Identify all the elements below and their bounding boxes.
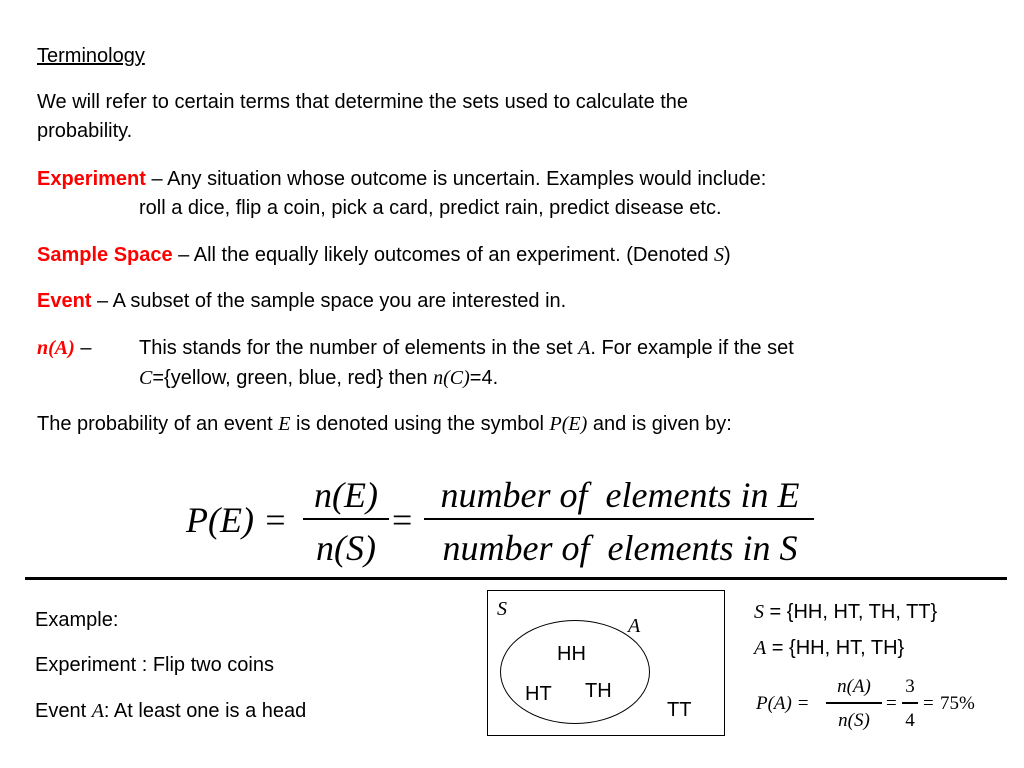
pa-fraction-bar xyxy=(826,702,882,704)
formula-den2: number of elements in S xyxy=(442,528,798,568)
experiment-term: Experiment xyxy=(37,168,146,190)
formula-fraction-bar-2 xyxy=(424,518,814,520)
sample-space-term: Sample Space xyxy=(37,244,173,266)
example-experiment: Experiment : Flip two coins xyxy=(35,654,274,676)
formula-equals: = xyxy=(392,500,413,540)
na-line2-symbol: C xyxy=(139,367,153,389)
sample-space-def: – All the equally likely outcomes of an experiment. (Denoted xyxy=(172,244,715,266)
pa-fraction-bar-2 xyxy=(902,702,918,704)
na-definition-term xyxy=(37,334,91,362)
venn-a-label: A xyxy=(628,615,641,637)
prob-text-b: is denoted using the symbol xyxy=(290,413,550,435)
na-line2-text: ={yellow, green, blue, red} then xyxy=(152,367,434,389)
probability-intro xyxy=(37,410,732,438)
formula-num1: n(E) xyxy=(314,475,378,515)
formula-lhs: P(E) = xyxy=(186,500,288,540)
experiment-examples: roll a dice, flip a coin, pick a card, predict rain, predict disease etc. xyxy=(139,197,722,219)
event-definition xyxy=(37,287,566,315)
event-def: – A subset of the sample space you are interested in. xyxy=(91,290,567,312)
set-a-symbol: A xyxy=(754,637,767,659)
venn-outcome: TT xyxy=(667,699,692,721)
prob-text-c: and is given by: xyxy=(587,413,732,435)
example-event-text: Event xyxy=(35,700,92,722)
venn-s-label: S xyxy=(497,598,507,620)
formula-num2: number of elements in E xyxy=(440,475,800,515)
prob-text-a: The probability of an event xyxy=(37,413,279,435)
sample-space-definition xyxy=(37,241,731,269)
na-definition-line1 xyxy=(139,334,794,362)
na-line1-text: This stands for the number of elements in the set xyxy=(139,337,579,359)
na-line1-symbol: A xyxy=(578,337,591,359)
na-line2-text-b: =4. xyxy=(469,367,499,389)
na-dash: – xyxy=(74,337,92,359)
event-term: Event xyxy=(37,290,92,312)
pa-fraction-num: 3 xyxy=(905,676,915,697)
set-s-definition xyxy=(754,598,937,626)
prob-symbol-pe: P(E) xyxy=(549,413,588,435)
sample-space-close: ) xyxy=(724,244,731,266)
set-a-definition xyxy=(754,634,904,662)
example-label: Example: xyxy=(35,609,119,631)
pa-numerator: n(A) xyxy=(837,676,871,697)
pa-result: 75% xyxy=(940,693,975,714)
pa-lhs: P(A) = xyxy=(756,693,810,714)
example-event xyxy=(35,697,306,725)
na-definition-line2 xyxy=(139,364,498,392)
venn-outcome: HT xyxy=(525,683,552,705)
set-s-elements: = {HH, HT, TH, TT} xyxy=(764,601,938,623)
intro-text-cont: probability. xyxy=(37,120,133,142)
page-heading: Terminology xyxy=(37,45,145,67)
pa-equals-1: = xyxy=(886,693,897,714)
pa-fraction-den: 4 xyxy=(905,710,915,731)
example-event-symbol: A xyxy=(91,700,104,722)
prob-symbol-e: E xyxy=(278,413,291,435)
example-event-text-b: : At least one is a head xyxy=(103,700,307,722)
experiment-definition xyxy=(37,165,766,193)
na-line2-symbol2: n(C) xyxy=(433,367,470,389)
pa-equals-2: = xyxy=(923,693,934,714)
na-line1-text-b: . For example if the set xyxy=(590,337,794,359)
section-divider xyxy=(25,577,1007,580)
na-term: n(A) xyxy=(37,337,75,359)
experiment-def: – Any situation whose outcome is uncertain. Examples would include: xyxy=(145,168,767,190)
sample-space-symbol: S xyxy=(714,244,725,266)
set-a-elements: = {HH, HT, TH} xyxy=(766,637,905,659)
set-s-symbol: S xyxy=(754,601,764,623)
intro-text: We will refer to certain terms that determine the sets used to calculate the xyxy=(37,91,689,113)
formula-den1: n(S) xyxy=(316,528,376,568)
venn-outcome: TH xyxy=(585,680,612,702)
venn-outcome: HH xyxy=(557,643,586,665)
pa-denominator: n(S) xyxy=(838,710,870,731)
formula-fraction-bar-1 xyxy=(303,518,389,520)
